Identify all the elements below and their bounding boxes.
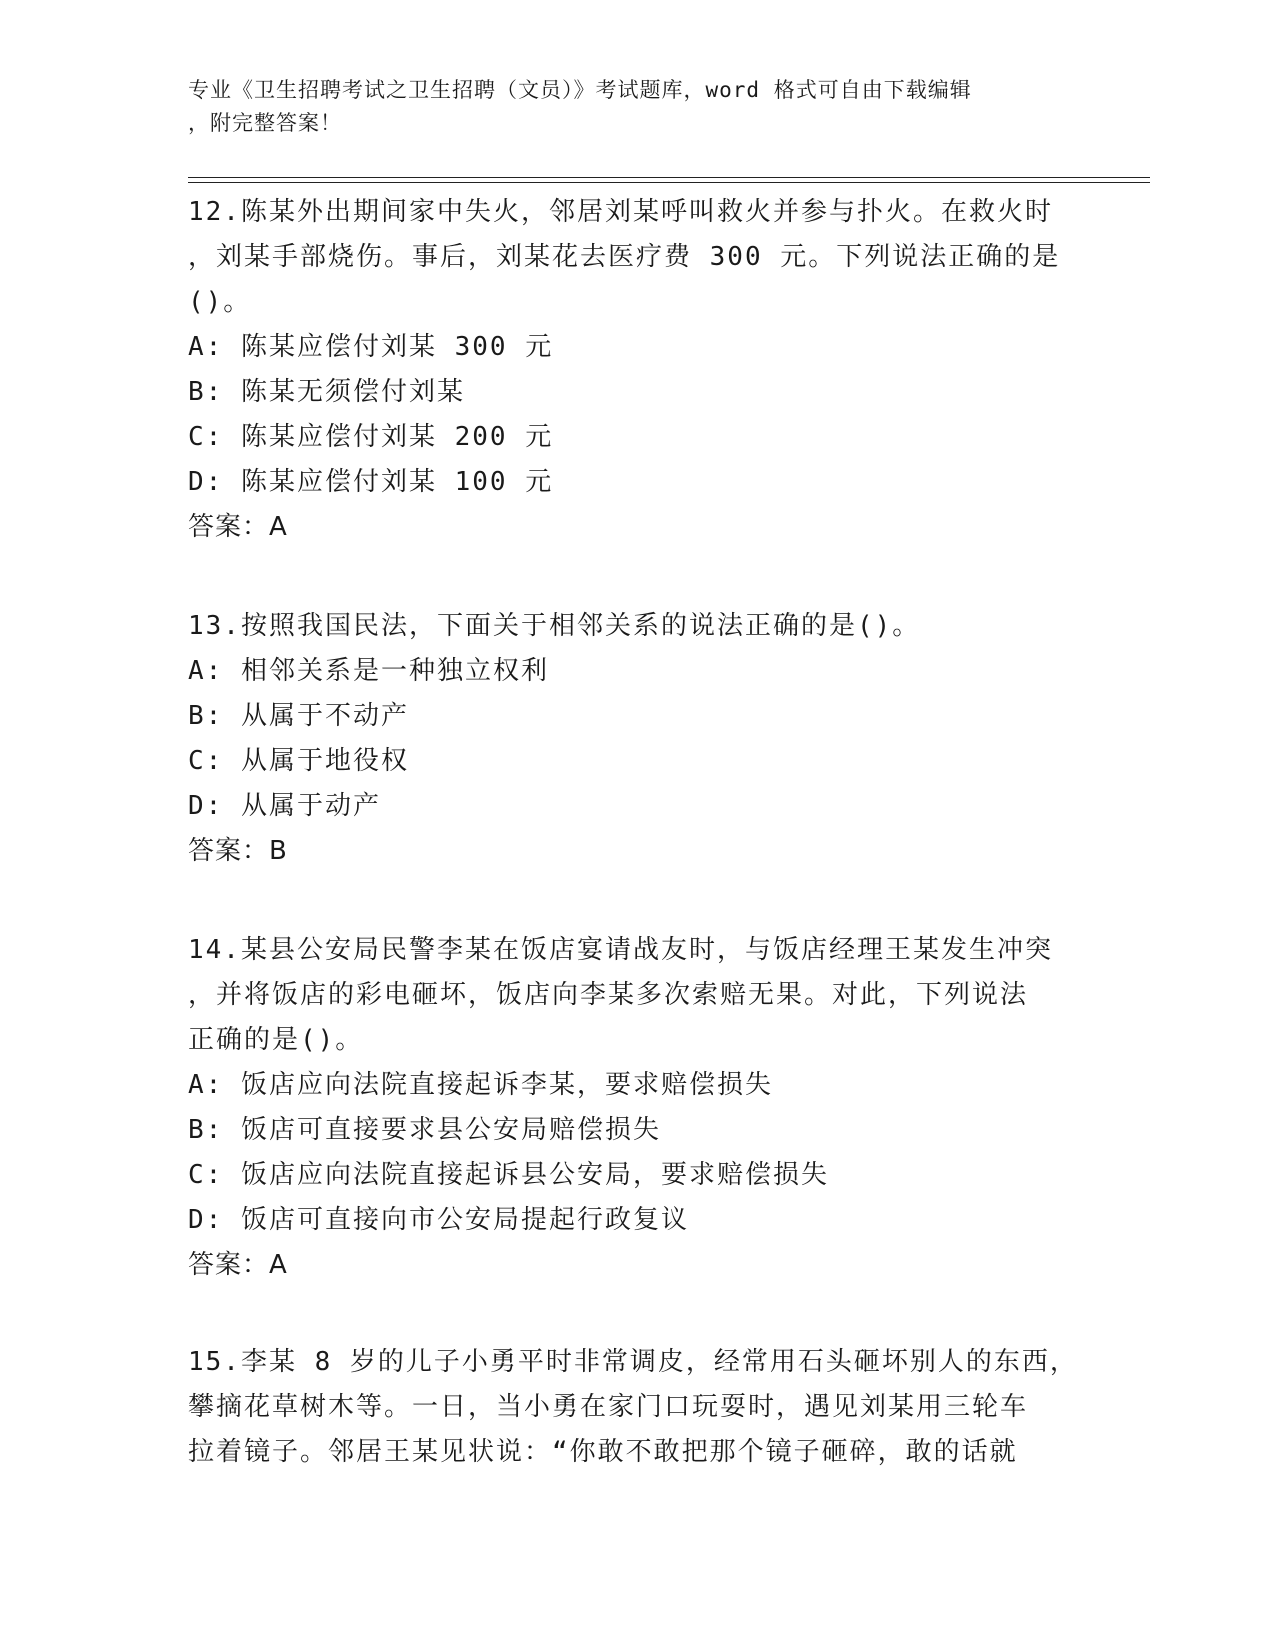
question-list: [188, 190, 1088, 1475]
spacer: [188, 1288, 1088, 1340]
answer-line: 答案：B: [188, 836, 288, 866]
option-c: C: 饭店应向法院直接起诉县公安局，要求赔偿损失: [188, 1160, 829, 1190]
question-stem-line: ，并将饭店的彩电砸坏，饭店向李某多次索赔无果。对此，下列说法: [188, 980, 1029, 1010]
document-header: [188, 74, 1088, 140]
option-c: C: 陈某应偿付刘某 200 元: [188, 422, 554, 452]
option-a: A: 陈某应偿付刘某 300 元: [188, 332, 554, 362]
question-stem-line: 12.陈某外出期间家中失火，邻居刘某呼叫救火并参与扑火。在救火时: [188, 197, 1053, 227]
question-stem-line: 13.按照我国民法，下面关于相邻关系的说法正确的是()。: [188, 611, 921, 641]
question-14: [188, 928, 1088, 1288]
question-stem-line: 拉着镜子。邻居王某见状说：“你敢不敢把那个镜子砸碎，敢的话就: [188, 1437, 1018, 1467]
header-line-2: ，附完整答案！: [188, 111, 342, 135]
answer-line: 答案：A: [188, 1250, 288, 1280]
question-stem-line: 14.某县公安局民警李某在饭店宴请战友时，与饭店经理王某发生冲突: [188, 935, 1053, 965]
question-stem-line: 15.李某 8 岁的儿子小勇平时非常调皮，经常用石头砸坏别人的东西，: [188, 1347, 1078, 1377]
question-stem-line: ()。: [188, 287, 252, 317]
question-15: [188, 1340, 1088, 1475]
question-12: [188, 190, 1088, 550]
option-a: A: 相邻关系是一种独立权利: [188, 656, 549, 686]
option-a: A: 饭店应向法院直接起诉李某，要求赔偿损失: [188, 1070, 773, 1100]
question-stem-line: 攀摘花草树木等。一日，当小勇在家门口玩耍时，遇见刘某用三轮车: [188, 1392, 1029, 1422]
answer-line: 答案：A: [188, 512, 288, 542]
spacer: [188, 874, 1088, 928]
header-rule-top: [188, 177, 1150, 178]
option-b: B: 从属于不动产: [188, 701, 409, 731]
header-rule-bottom: [188, 182, 1150, 183]
option-d: D: 从属于动产: [188, 791, 381, 821]
question-stem-line: ，刘某手部烧伤。事后，刘某花去医疗费 300 元。下列说法正确的是: [188, 242, 1061, 272]
question-13: [188, 604, 1088, 874]
option-b: B: 饭店可直接要求县公安局赔偿损失: [188, 1115, 661, 1145]
option-d: D: 陈某应偿付刘某 100 元: [188, 467, 554, 497]
option-b: B: 陈某无须偿付刘某: [188, 377, 465, 407]
option-c: C: 从属于地役权: [188, 746, 409, 776]
header-line-1: 专业《卫生招聘考试之卫生招聘（文员）》考试题库，word 格式可自由下载编辑: [188, 78, 972, 102]
option-d: D: 饭店可直接向市公安局提起行政复议: [188, 1205, 689, 1235]
question-stem-line: 正确的是()。: [188, 1025, 364, 1055]
spacer: [188, 550, 1088, 604]
